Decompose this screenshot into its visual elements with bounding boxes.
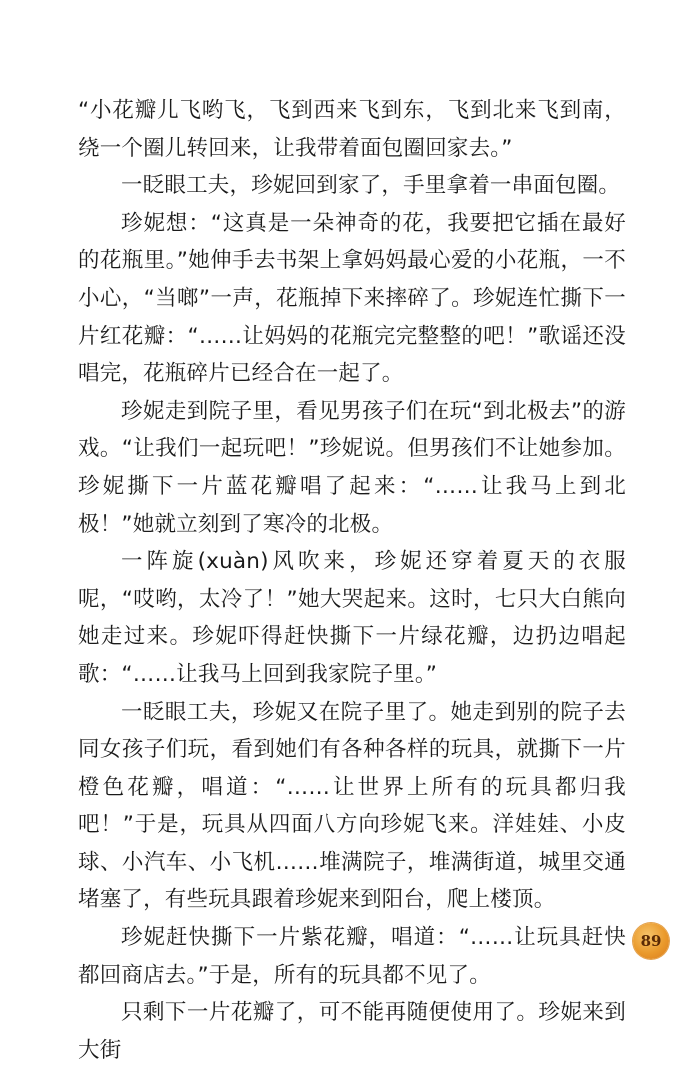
paragraph-last-petal: 只剩下一片花瓣了，可不能再随便使用了。珍妮来到大街 [78,1000,626,1063]
paragraph-green-petal-bears: 一阵旋(xuàn)风吹来，珍妮还穿着夏天的衣服呢，“哎哟，太冷了！”她大哭起来。这时，七只大白熊向她走过来。珍妮吓得赶快撕下一片绿花瓣，边扔边唱起歌：“……让我马上回到我家院子里。” [78,549,626,687]
paragraph-blue-petal-north-pole: 珍妮走到院子里，看见男孩子们在玩“到北极去”的游戏。“让我们一起玩吧！”珍妮说。但男孩们不让她参加。珍妮撕下一片蓝花瓣唱了起来：“……让我马上到北极！”她就立刻到了寒冷的北极。 [78,398,626,537]
paragraph-orange-petal-toys: 一眨眼工夫，珍妮又在院子里了。她走到别的院子去同女孩子们玩，看到她们有各种各样的玩具，就撕下一片橙色花瓣，唱道：“……让世界上所有的玩具都归我吧！”于是，玩具从四面八方向珍妮飞来。洋娃娃、小皮球、小汽车、小飞机……堆满院子，堆满街道，城里交通堵塞了，有些玩具跟着珍妮来到阳台，爬上楼顶。 [78,699,626,913]
story-text [78,92,626,1069]
paragraph-purple-petal-return: 珍妮赶快撕下一片紫花瓣，唱道：“……让玩具赶快都回商店去。”于是，所有的玩具都不见了。 [78,925,626,988]
paragraph-home-with-bagels: 一眨眼工夫，珍妮回到家了，手里拿着一串面包圈。 [121,173,621,199]
paragraph-red-petal-vase: 珍妮想：“这真是一朵神奇的花，我要把它插在最好的花瓶里。”她伸手去书架上拿妈妈最心爱的小花瓶，一不小心，“当啷”一声，花瓶掉下来摔碎了。珍妮连忙撕下一片红花瓣：“……让妈妈的花瓶完完整整的吧！”歌谣还没唱完，花瓶碎片已经合在一起了。 [78,210,626,387]
paragraph-song-verse: “小花瓣儿飞哟飞，飞到西来飞到东，飞到北来飞到南，绕一个圈儿转回来，让我带着面包圈回家去。” [78,98,626,161]
page-number-badge: 89 [633,923,669,959]
